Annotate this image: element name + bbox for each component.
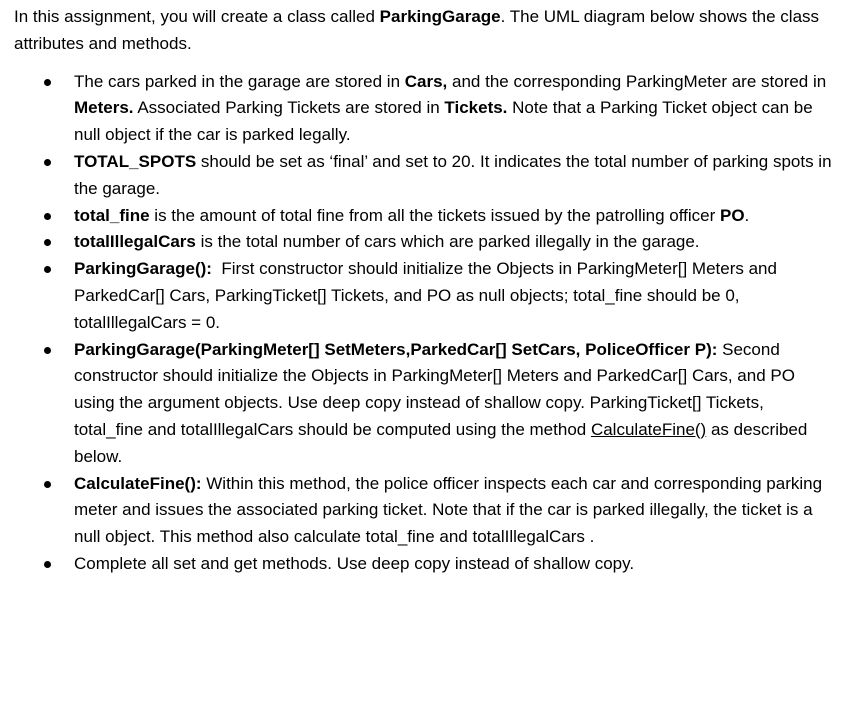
bullet-icon <box>44 159 51 166</box>
item-text: Associated Parking Tickets are stored in <box>133 98 445 118</box>
item-text: Within this method, the police officer inspects each car and corresponding parking meter and issues the associated parking ticket. Note that if the car is parked illegally, the ticket is a null object. This method also calculate total_fine and totalIllegalCars . <box>74 473 823 547</box>
item-text: Complete all set and get methods. Use deep copy instead of shallow copy. <box>74 553 635 573</box>
bullet-icon <box>44 79 51 86</box>
item-text: Second constructor should initialize the Objects in ParkingMeter[] Meters and ParkedCar[] Cars, and PO using the argument objects. Use deep copy instead of shallow copy. ParkingTicket[] Tickets, total_fine and totalIllegalCars should be computed using the method <box>74 339 795 439</box>
bullet-icon <box>44 266 51 273</box>
bullet-icon <box>44 561 51 568</box>
item-bold-term: Tickets. <box>444 98 508 118</box>
class-name-parkinggarage: ParkingGarage <box>379 7 501 26</box>
item-bold-term: ParkingGarage(ParkingMeter[] SetMeters,ParkedCar[] SetCars, PoliceOfficer P): <box>74 339 718 359</box>
list-item-set-get-methods <box>14 551 834 578</box>
list-item-default-constructor <box>14 256 834 336</box>
item-bold-term: total_fine <box>74 205 150 225</box>
item-bold-term: totalIllegalCars <box>74 232 196 252</box>
intro-paragraph <box>14 4 834 58</box>
item-bold-term: TOTAL_SPOTS <box>74 151 197 171</box>
list-item-argument-constructor <box>14 337 834 471</box>
intro-text-2: . The UML diagram below shows the class attributes and methods. <box>14 7 820 53</box>
bullet-icon <box>44 347 51 354</box>
item-bold-term: CalculateFine(): <box>74 473 202 493</box>
item-bold-term: PO <box>719 205 745 225</box>
list-item-calculatefine <box>14 471 834 551</box>
item-text: First constructor should initialize the Objects in ParkingMeter[] Meters and ParkedCar[] Cars, ParkingTicket[] Tickets, and PO as null objects; total_fine should be 0, totalIllegalCars = 0. <box>74 259 782 332</box>
item-text: and the corresponding ParkingMeter are stored in <box>447 71 827 91</box>
item-text: . <box>744 205 750 225</box>
item-bold-term: ParkingGarage(): <box>74 259 212 279</box>
item-text: is the total number of cars which are parked illegally in the garage. <box>195 232 700 252</box>
calculatefine-method-reference: CalculateFine() <box>590 419 707 439</box>
requirements-list <box>14 69 834 578</box>
item-text: should be set as ‘final’ and set to 20. It indicates the total number of parking spots in the garage. <box>74 151 832 198</box>
item-text: The cars parked in the garage are stored in <box>74 71 405 91</box>
list-item-cars-meters-tickets <box>14 69 834 149</box>
intro-text-1: In this assignment, you will create a class called <box>14 7 380 26</box>
item-bold-term: Cars, <box>404 71 448 91</box>
item-text: is the amount of total fine from all the tickets issued by the patrolling officer <box>149 205 720 225</box>
bullet-icon <box>44 239 51 246</box>
bullet-icon <box>44 213 51 220</box>
list-item-total-spots <box>14 149 834 203</box>
bullet-icon <box>44 481 51 488</box>
list-item-total-fine <box>14 203 834 230</box>
item-text: as described below. <box>74 419 808 466</box>
list-item-total-illegal-cars <box>14 229 834 256</box>
item-bold-term: Meters. <box>74 98 134 118</box>
item-text: Note that a Parking Ticket object can be null object if the car is parked legally. <box>74 98 813 145</box>
